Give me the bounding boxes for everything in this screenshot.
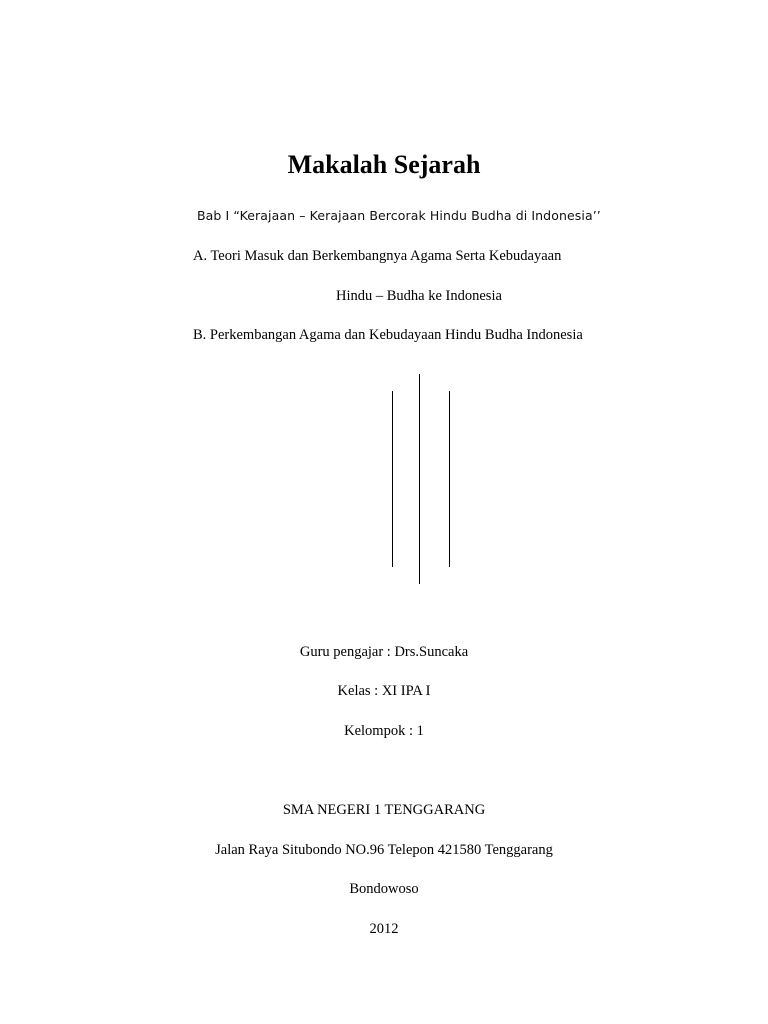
decorative-vertical-line-center — [419, 374, 420, 584]
page-title: Makalah Sejarah — [287, 150, 481, 179]
school-name: SMA NEGERI 1 TENGGARANG — [282, 802, 486, 818]
topic-item-b: B. Perkembangan Agama dan Kebudayaan Hindu Budha Indonesia — [193, 327, 583, 343]
school-city: Bondowoso — [349, 881, 419, 897]
topic-item-a: A. Teori Masuk dan Berkembangnya Agama Serta Kebudayaan — [193, 248, 562, 264]
class-info: Kelas : XI IPA I — [337, 683, 431, 699]
school-address: Jalan Raya Situbondo NO.96 Telepon 421580 Tenggarang — [215, 842, 553, 858]
decorative-vertical-line-right — [449, 391, 450, 567]
group-info: Kelompok : 1 — [344, 723, 424, 739]
chapter-heading: Bab I “Kerajaan – Kerajaan Bercorak Hindu Budha di Indonesia’’ — [197, 208, 601, 223]
teacher-info: Guru pengajar : Drs.Suncaka — [299, 644, 469, 660]
topic-item-a-continuation: Hindu – Budha ke Indonesia — [336, 288, 502, 304]
decorative-vertical-line-left — [392, 391, 393, 567]
document-year: 2012 — [369, 921, 399, 937]
